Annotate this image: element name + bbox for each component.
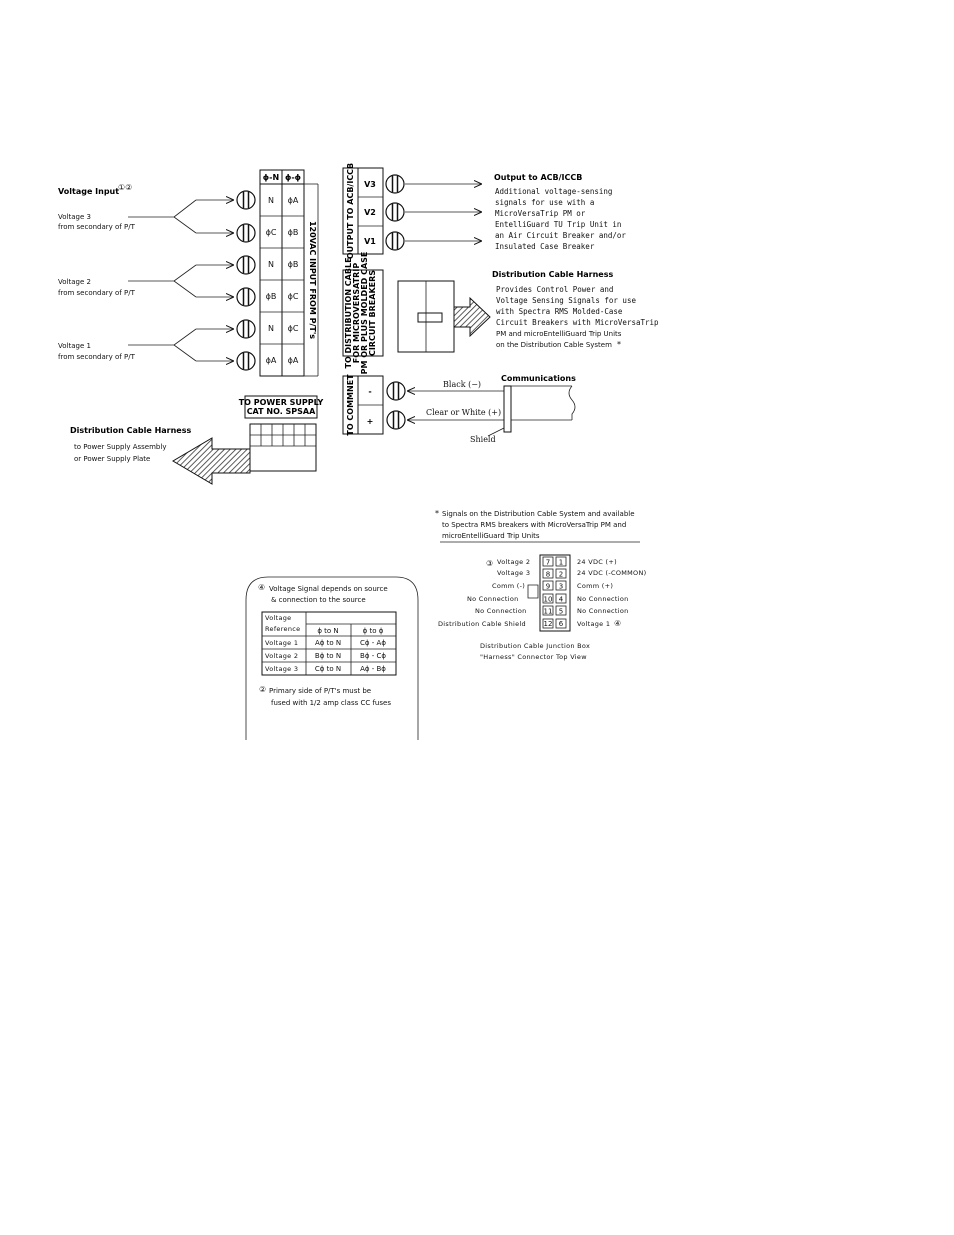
input-row-5-c2: ϕC: [287, 324, 299, 333]
output-terminal-v2: V2: [364, 208, 376, 217]
distribution-desc-line4: Circuit Breakers with MicroVersaTrip: [496, 318, 659, 327]
terminal-screw-icon: [386, 232, 404, 250]
terminal-screw-icon: [386, 203, 404, 221]
output-desc-line3: MicroVersaTrip PM or: [495, 209, 586, 218]
voltage-1-wires: [128, 329, 233, 361]
output-title: Output to ACB/ICCB: [494, 173, 583, 182]
commnet-section: [343, 374, 576, 444]
input-row-2-c2: ϕB: [287, 228, 299, 237]
table-header-line2: Reference: [265, 625, 301, 633]
note4-line1: Voltage Signal depends on source: [269, 585, 388, 593]
junction-shield-label: Distribution Cable Shield: [438, 620, 526, 628]
input-row-4-c1: ϕB: [265, 292, 277, 301]
power-supply-box-line2: CAT NO. SPSAA: [246, 407, 316, 416]
power-supply-desc-line2: or Power Supply Plate: [74, 455, 151, 463]
junction-voltage3-label: Voltage 3: [497, 569, 531, 577]
input-row-2-c1: ϕC: [265, 228, 277, 237]
input-row-3-c2: ϕB: [287, 260, 299, 269]
pin-7: 7: [545, 558, 551, 567]
junction-right-label-3: Comm (+): [577, 582, 614, 590]
terminal-screw-icon: [237, 320, 255, 338]
commnet-side-label: TO COMMNET: [346, 374, 355, 436]
voltage-1-label: Voltage 1: [58, 342, 91, 350]
svg-text:CIRCUIT BREAKERS: CIRCUIT BREAKERS: [368, 269, 377, 357]
input-row-6-c2: ϕA: [287, 356, 299, 365]
pin-5: 5: [558, 607, 564, 616]
voltage-1-source: from secondary of P/T: [58, 353, 135, 361]
table-row1-a: Aϕ to N: [314, 639, 342, 647]
input-terminal-screws: [237, 191, 255, 370]
pin-4: 4: [558, 595, 564, 604]
note4-mark: ④: [258, 583, 266, 592]
output-desc-line5: an Air Circuit Breaker and/or: [495, 231, 626, 240]
pin-8: 8: [545, 570, 551, 579]
input-block-side-label: 120VAC INPUT FROM P/T's: [308, 220, 317, 340]
junction-right-label-4: No Connection: [577, 595, 629, 603]
input-header-phase-phase: ϕ-ϕ: [284, 173, 302, 182]
svg-text:FOR MICROVERSATRIP: FOR MICROVERSATRIP: [352, 262, 361, 364]
table-row1-b: Cϕ - Aϕ: [360, 639, 386, 647]
terminal-screw-icon: [237, 191, 255, 209]
power-supply-section: [70, 396, 323, 484]
junction-nc-left-1: No Connection: [467, 595, 519, 603]
junction-caption-line2: "Harness" Connector Top View: [480, 653, 587, 661]
input-row-5-c1: N: [268, 324, 274, 333]
commnet-shield-label: Shield: [470, 435, 496, 444]
signals-footnote: [435, 509, 640, 542]
voltage-input-note-marks: ①②: [118, 183, 133, 192]
distribution-side-label: [344, 252, 377, 375]
table-row1-label: Voltage 1: [265, 639, 299, 647]
voltage-input-section: [58, 183, 233, 361]
input-row-1-c1: N: [268, 196, 274, 205]
input-row-4-c2: ϕC: [287, 292, 299, 301]
input-row-6-c1: ϕA: [265, 356, 277, 365]
junction-caption-line1: Distribution Cable Junction Box: [480, 642, 591, 650]
distribution-connector: [398, 281, 454, 352]
table-row3-label: Voltage 3: [265, 665, 299, 673]
junction-right-label-5: No Connection: [577, 607, 629, 615]
junction-voltage-mark: ③: [486, 559, 494, 568]
svg-text:PM OR PLUS MOLDED CASE: PM OR PLUS MOLDED CASE: [360, 251, 369, 375]
output-desc-line2: signals for use with a: [495, 198, 595, 207]
pin-2: 2: [558, 570, 564, 579]
terminal-screw-icon: [237, 224, 255, 242]
note2-line1: Primary side of P/T's must be: [269, 687, 372, 695]
pin-12: 12: [543, 620, 553, 628]
table-row2-a: Bϕ to N: [314, 652, 342, 660]
terminal-screw-icon: [387, 411, 405, 429]
junction-comm-minus-label: Comm (-): [492, 582, 526, 590]
distribution-desc-line5: PM and microEntelliGuard Trip Units: [496, 330, 622, 338]
junction-nc-left-2: No Connection: [475, 607, 527, 615]
input-row-3-c1: N: [268, 260, 274, 269]
table-row3-a: Cϕ to N: [314, 665, 342, 673]
power-supply-connector: [250, 424, 316, 471]
input-row-1-c2: ϕA: [287, 196, 299, 205]
voltage-2-label: Voltage 2: [58, 278, 91, 286]
note2-mark: ②: [259, 685, 267, 694]
terminal-screw-icon: [387, 382, 405, 400]
table-col-phase-neutral: ϕ to N: [317, 627, 339, 635]
table-row2-b: Bϕ - Cϕ: [360, 652, 386, 660]
junction-voltage1-mark: ④: [614, 619, 622, 628]
note4-line2: & connection to the source: [271, 596, 366, 604]
pin-6: 6: [558, 620, 564, 628]
power-supply-desc-line1: to Power Supply Assembly: [74, 443, 167, 451]
pin-10: 10: [543, 595, 553, 604]
table-header-line1: Voltage: [265, 614, 292, 622]
output-desc-line4: EntelliGuard TU Trip Unit in: [495, 220, 622, 229]
signals-line2: to Spectra RMS breakers with MicroVersaTrip PM and: [442, 521, 627, 529]
power-supply-box-line1: TO POWER SUPPLY: [238, 398, 324, 407]
voltage-reference-table: [262, 612, 396, 675]
distribution-cable-section: [343, 252, 659, 375]
distribution-desc-line3: with Spectra RMS Molded-Case: [496, 307, 623, 316]
junction-pin-grid: [543, 557, 566, 628]
voltage-2-source: from secondary of P/T: [58, 289, 135, 297]
note2-line2: fused with 1/2 amp class CC fuses: [271, 699, 391, 707]
input-terminal-block: [260, 170, 318, 376]
distribution-title: Distribution Cable Harness: [492, 270, 614, 279]
junction-right-label-1: 24 VDC (+): [577, 558, 617, 566]
junction-voltage2-label: Voltage 2: [497, 558, 531, 566]
table-row2-label: Voltage 2: [265, 652, 299, 660]
output-desc-line1: Additional voltage-sensing: [495, 187, 613, 196]
power-supply-harness-title: Distribution Cable Harness: [70, 426, 192, 435]
commnet-black-label: Black (−): [443, 380, 482, 389]
table-row3-b: Aϕ - Bϕ: [360, 665, 386, 673]
voltage-input-title: Voltage Input: [58, 187, 120, 196]
voltage-3-label: Voltage 3: [58, 213, 91, 221]
distribution-desc-line6: on the Distribution Cable System: [496, 341, 612, 349]
distribution-harness-arrow: [454, 298, 490, 336]
voltage-3-source: from secondary of P/T: [58, 223, 135, 231]
voltage-3-wires: [128, 200, 233, 233]
junction-right-label-2: 24 VDC (-COMMON): [577, 569, 647, 577]
power-supply-harness-arrow: [173, 438, 250, 484]
pin-1: 1: [558, 558, 564, 567]
output-desc-line6: Insulated Case Breaker: [495, 242, 595, 251]
pin-9: 9: [545, 582, 551, 591]
notes-panel: [246, 577, 418, 740]
terminal-screw-icon: [237, 256, 255, 274]
terminal-screw-icon: [237, 352, 255, 370]
commnet-minus-label: -: [368, 387, 372, 396]
pin-11: 11: [543, 607, 553, 616]
distribution-asterisk: *: [617, 340, 621, 349]
commnet-plus-label: +: [366, 417, 374, 426]
signals-line1: Signals on the Distribution Cable System and available: [442, 510, 635, 518]
signals-line3: microEntelliGuard Trip Units: [442, 532, 540, 540]
output-side-label: OUTPUT TO ACB/ICCB: [346, 162, 355, 260]
junction-connector: [438, 555, 646, 661]
pin-3: 3: [558, 582, 564, 591]
output-terminal-v3: V3: [364, 180, 376, 189]
terminal-screw-icon: [237, 288, 255, 306]
voltage-2-wires: [128, 265, 233, 297]
output-section: [343, 163, 626, 259]
input-header-phase-neutral: ϕ-N: [262, 173, 280, 182]
output-terminal-v1: V1: [364, 237, 376, 246]
commnet-clear-label: Clear or White (+): [426, 408, 502, 417]
distribution-desc-line1: Provides Control Power and: [496, 285, 614, 294]
terminal-screw-icon: [386, 175, 404, 193]
table-col-phase-phase: ϕ to ϕ: [362, 627, 384, 635]
communications-title: Communications: [501, 374, 576, 383]
svg-text:TO DISTRIBUTION CABLE: TO DISTRIBUTION CABLE: [344, 257, 353, 369]
signals-asterisk: *: [435, 509, 439, 518]
distribution-desc-line2: Voltage Sensing Signals for use: [496, 296, 636, 305]
junction-right-label-6: Voltage 1: [577, 620, 611, 628]
